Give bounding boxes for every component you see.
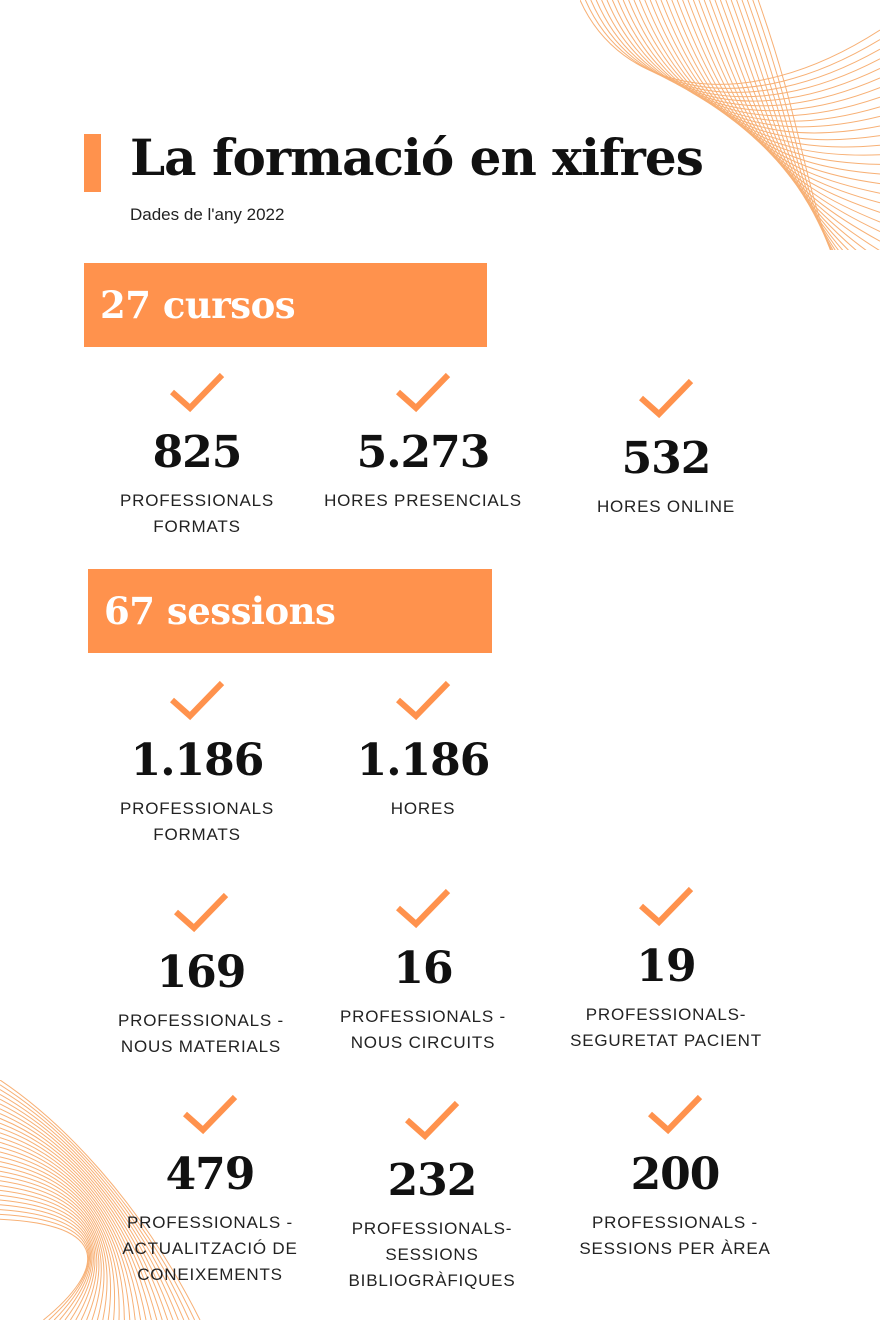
stat-label: PROFESSIONALS - SESSIONS PER ÀREA xyxy=(579,1213,771,1258)
stat-value: 532 xyxy=(621,433,711,484)
stat-label: PROFESSIONALS FORMATS xyxy=(120,799,274,844)
stat-label: HORES ONLINE xyxy=(596,497,736,516)
stat-nous-materials xyxy=(71,890,331,1060)
check-icon xyxy=(168,370,226,414)
stat-label: PROFESSIONALS- SEGURETAT PACIENT xyxy=(570,1005,762,1050)
stat-label: PROFESSIONALS - NOUS CIRCUITS xyxy=(340,1007,506,1052)
check-icon xyxy=(637,376,695,420)
check-icon xyxy=(168,678,226,722)
stat-label: PROFESSIONALS- SESSIONS BIBLIOGRÀFIQUES xyxy=(348,1219,516,1290)
stat-value: 169 xyxy=(156,947,246,998)
check-icon xyxy=(394,678,452,722)
stat-hores-online xyxy=(536,376,796,520)
stat-professionals-formats-sessions xyxy=(67,678,327,848)
stat-value: 19 xyxy=(636,941,696,992)
stat-label: HORES PRESENCIALS xyxy=(324,491,522,510)
stat-value: 1.186 xyxy=(356,735,490,786)
check-icon xyxy=(637,884,695,928)
page-subtitle: Dades de l'any 2022 xyxy=(130,205,285,224)
stat-label: HORES xyxy=(390,799,456,818)
stat-value: 16 xyxy=(393,943,453,994)
decorative-wave-lines-top-right xyxy=(580,0,880,250)
section-banner-cursos: 27 cursos xyxy=(84,263,487,347)
stat-sessions-per-area xyxy=(545,1092,805,1262)
check-icon xyxy=(394,370,452,414)
stat-value: 479 xyxy=(165,1149,255,1200)
stat-actualitzacio-coneixements xyxy=(80,1092,340,1288)
stat-hores-presencials xyxy=(293,370,553,514)
stat-value: 200 xyxy=(630,1149,720,1200)
check-icon xyxy=(403,1098,461,1142)
check-icon xyxy=(181,1092,239,1136)
stat-sessions-bibliografiques xyxy=(302,1098,562,1294)
title-accent-bar xyxy=(84,134,101,192)
stat-professionals-formats-cursos xyxy=(67,370,327,540)
stat-nous-circuits xyxy=(293,886,553,1056)
stat-label: PROFESSIONALS FORMATS xyxy=(120,491,274,536)
section-banner-sessions: 67 sessions xyxy=(88,569,492,653)
page-title: La formació en xifres xyxy=(130,128,703,187)
check-icon xyxy=(646,1092,704,1136)
stat-value: 232 xyxy=(387,1155,477,1206)
stat-seguretat-pacient xyxy=(536,884,796,1054)
stat-value: 5.273 xyxy=(356,427,490,478)
stat-hores-sessions xyxy=(293,678,553,822)
stat-label: PROFESSIONALS - ACTUALITZACIÓ DE CONEIXEMENTS xyxy=(122,1213,298,1284)
check-icon xyxy=(394,886,452,930)
check-icon xyxy=(172,890,230,934)
stat-value: 1.186 xyxy=(130,735,264,786)
stat-label: PROFESSIONALS - NOUS MATERIALS xyxy=(118,1011,284,1056)
stat-value: 825 xyxy=(152,427,242,478)
